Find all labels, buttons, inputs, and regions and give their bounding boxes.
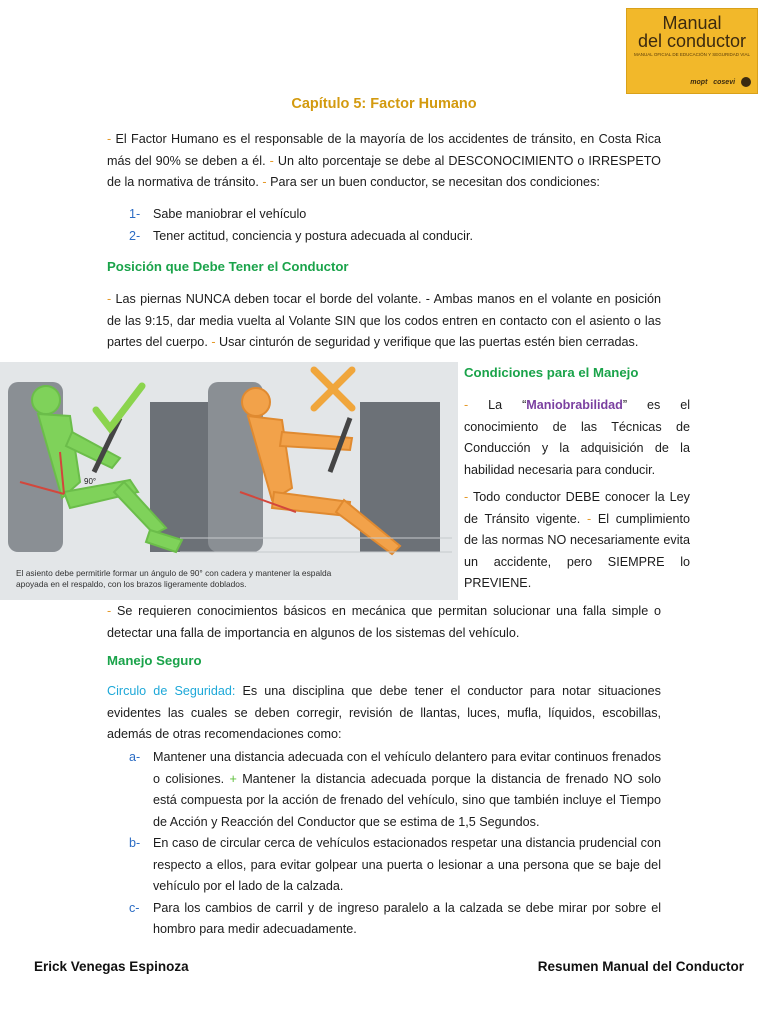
posicion-paragraph <box>107 289 661 354</box>
term-maniobrabilidad: Maniobrabilidad <box>526 398 623 412</box>
list-marker: 2- <box>129 228 141 243</box>
section-heading-posicion: Posición que Debe Tener el Conductor <box>107 259 349 274</box>
intro-text-3: Para ser un buen conductor, se necesitan dos condiciones: <box>270 175 600 189</box>
list-item <box>129 226 659 248</box>
list-marker: a- <box>129 750 141 764</box>
mecanica-text: Se requieren conocimientos básicos en mecánica que permitan solucionar una falla simple o detectar una falla de importancia en algunos de los sistemas del vehículo. <box>107 604 661 640</box>
angle-label: 90° <box>84 477 97 486</box>
list-item <box>129 833 661 898</box>
list-item-text: En caso de circular cerca de vehículos estacionados respetar una distancia prudencial con respecto a ellos, para evitar golpear una puerta o lesionar a una persona que se baje del vehículo por el lado de la calzada. <box>153 836 661 893</box>
cover-logos <box>627 77 751 87</box>
recommendations-list <box>129 747 661 941</box>
maniobrabilidad-paragraph <box>464 395 690 481</box>
illustration-caption: El asiento debe permitirle formar un ángulo de 90° con cadera y mantener la espalda apoyada en el respaldo, con los brazos ligeramente doblados. <box>16 568 332 589</box>
list-item <box>129 898 661 941</box>
ley-text-2: El cumplimiento de las normas NO necesariamente evita un accidente, pero SIEMPRE lo PREVIENE. <box>464 511 690 590</box>
dash: - <box>107 604 117 618</box>
list-item <box>129 204 659 226</box>
dash: - <box>107 132 116 146</box>
intro-paragraph <box>107 129 661 194</box>
cover-title-line1: Manual <box>662 13 722 33</box>
quote-open: La “ <box>488 398 527 412</box>
ley-text-1: Todo conductor DEBE conocer la Ley de Tránsito vigente. <box>464 490 690 526</box>
list-item <box>129 747 661 833</box>
intro-text-2: Un alto porcentaje se debe al DESCONOCIMIENTO o IRRESPETO de la normativa de tránsito. <box>107 153 661 189</box>
posture-drawing <box>0 362 458 600</box>
list-marker: c- <box>129 900 140 915</box>
item-a-text-2: Mantener la distancia adecuada porque la distancia de frenado NO solo está compuesta por la acción de frenado del vehículo, sino que también incluye el Tiempo de Acción y Reacción del Conductor que se estima de 1,5 Segundos. <box>153 771 662 829</box>
posicion-text-2: Usar cinturón de seguridad y verifique que las puertas estén bien cerradas. <box>219 335 639 349</box>
term-circulo-seguridad: Circulo de Seguridad: <box>107 684 236 698</box>
driving-posture-illustration <box>0 362 458 600</box>
seal-icon <box>741 77 751 87</box>
plus-mark: + <box>229 771 243 786</box>
dash: - <box>269 153 278 168</box>
list-item-text: Sabe maniobrar el vehículo <box>153 207 307 221</box>
mopt-logo: mopt <box>690 78 708 86</box>
ley-transito-paragraph <box>464 487 690 595</box>
mecanica-paragraph <box>107 601 661 644</box>
list-marker: b- <box>129 836 141 850</box>
circulo-paragraph <box>107 681 661 746</box>
cover-subtitle: MANUAL OFICIAL DE EDUCACIÓN Y SEGURIDAD VIAL <box>633 52 751 57</box>
list-item-text: Para los cambios de carril y de ingreso paralelo a la calzada se debe mirar por sobre el hombro para medir adecuadamente. <box>153 900 661 936</box>
footer-author: Erick Venegas Espinoza <box>34 959 189 974</box>
list-item-text <box>153 747 661 833</box>
dash: - <box>211 335 220 349</box>
cover-title-line2: del conductor <box>637 31 747 51</box>
maniobrabilidad-text: ” es el conocimiento de las Técnicas de Conducción y la adquisición de la habilidad necesaria para conducir. <box>464 398 691 477</box>
dash: - <box>262 175 271 189</box>
manual-cover-image <box>626 8 758 94</box>
circulo-text: Es una disciplina que debe tener el conductor para notar situaciones evidentes las cuales se deben corregir, revisión de llantas, luces, mufla, líquidos, escobillas, además de otras recomendaciones como: <box>107 684 661 741</box>
list-item-text: Tener actitud, conciencia y postura adecuada al conducir. <box>153 228 473 243</box>
section-heading-manejo-seguro: Manejo Seguro <box>107 653 202 668</box>
dash: - <box>464 490 473 504</box>
chapter-title: Capítulo 5: Factor Humano <box>291 96 477 112</box>
posicion-text-1: Las piernas NUNCA deben tocar el borde del volante. - Ambas manos en el volante en posición de las 9:15, dar media vuelta al Volante SIN que los codos entren en contacto con el asiento o las partes del cuerpo. <box>107 292 661 349</box>
conditions-list <box>129 204 659 247</box>
item-a-text-1: Mantener una distancia adecuada con el vehículo delantero para evitar continuos frenados o colisiones. <box>153 750 661 786</box>
intro-text-1: El Factor Humano es el responsable de la mayoría de los accidentes de tránsito, en Costa Rica más del 90% se deben a él. <box>107 132 661 168</box>
section-heading-condiciones: Condiciones para el Manejo <box>464 365 639 380</box>
dash: - <box>464 398 489 412</box>
dash: - <box>587 511 598 526</box>
dash: - <box>107 292 116 306</box>
cosevi-logo: cosevi <box>713 78 736 86</box>
list-marker: 1- <box>129 207 141 221</box>
footer-title: Resumen Manual del Conductor <box>537 959 744 974</box>
